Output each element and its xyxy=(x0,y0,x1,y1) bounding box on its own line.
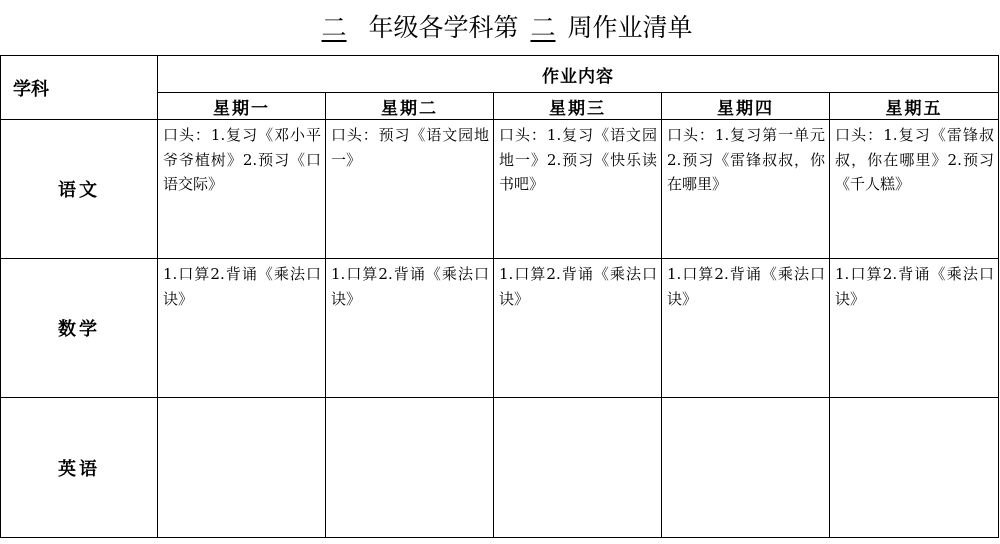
homework-cell[interactable]: 1.口算2.背诵《乘法口诀》 xyxy=(494,259,662,398)
homework-cell[interactable]: 口头：1.复习第一单元 2.预习《雷锋叔叔，你在哪里》 xyxy=(662,120,830,259)
homework-cell[interactable] xyxy=(494,398,662,538)
homework-cell[interactable]: 口头：1.复习《语文园地一》2.预习《快乐读书吧》 xyxy=(494,120,662,259)
table-row-chinese xyxy=(1,120,999,259)
day-header-mon: 星期一 xyxy=(158,93,326,120)
table-row-english xyxy=(1,398,999,538)
day-header-thu: 星期四 xyxy=(662,93,830,120)
title-middle: 年级各学科第 xyxy=(368,13,519,42)
homework-cell[interactable]: 口头：1.复习《邓小平爷爷植树》2.预习《口语交际》 xyxy=(158,120,326,259)
subject-english: 英语 xyxy=(1,398,158,538)
homework-table xyxy=(0,55,999,538)
homework-cell[interactable]: 口头：1.复习《雷锋叔叔，你在哪里》2.预习《千人糕》 xyxy=(830,120,999,259)
homework-cell[interactable] xyxy=(830,398,999,538)
homework-cell[interactable]: 口头：预习《语文园地一》 xyxy=(326,120,494,259)
homework-cell[interactable]: 1.口算2.背诵《乘法口诀》 xyxy=(662,259,830,398)
subject-header: 学科 xyxy=(1,56,158,120)
homework-cell[interactable] xyxy=(662,398,830,538)
homework-cell[interactable] xyxy=(326,398,494,538)
day-header-wed: 星期三 xyxy=(494,93,662,120)
title-suffix: 周作业清单 xyxy=(567,13,693,42)
page-title xyxy=(0,0,1000,52)
subject-math: 数学 xyxy=(1,259,158,398)
content-header: 作业内容 xyxy=(158,56,999,93)
day-header-fri: 星期五 xyxy=(830,93,999,120)
day-header-tue: 星期二 xyxy=(326,93,494,120)
table-row-math xyxy=(1,259,999,398)
homework-cell[interactable]: 1.口算2.背诵《乘法口诀》 xyxy=(158,259,326,398)
homework-cell[interactable]: 1.口算2.背诵《乘法口诀》 xyxy=(830,259,999,398)
grade-blank: 二 xyxy=(321,13,347,42)
homework-cell[interactable]: 1.口算2.背诵《乘法口诀》 xyxy=(326,259,494,398)
subject-chinese: 语文 xyxy=(1,120,158,259)
homework-cell[interactable] xyxy=(158,398,326,538)
week-blank: 二 xyxy=(530,13,556,42)
